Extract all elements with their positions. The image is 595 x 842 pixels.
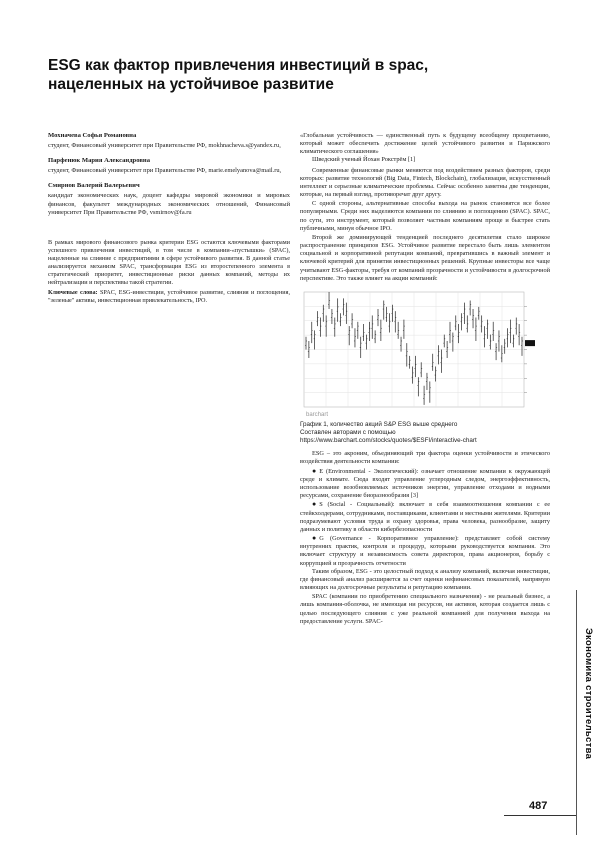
bullet-text: G (Governance - Корпоративное управление): представляет собой систему внутренних практик, контроля и процедур, которыми руководствуется компания. Это включает структуру и независимость совета директоров, права акционеров, борьбу с коррупцией и прозрачность отчетности [300, 535, 550, 567]
last-price-marker [525, 340, 535, 346]
caption-line: График 1, количество акций S&P ESG выше среднего [300, 420, 458, 428]
article-title: ESG как фактор привлечения инвестиций в spac, нацеленных на устойчивое развитие [48, 57, 429, 93]
bullet-dot-icon: ● [312, 466, 317, 475]
paragraph: ESG – это акроним, объединяющий три фактора оценки устойчивости и этического воздействия деятельности компании: [300, 449, 550, 465]
author-block [48, 157, 290, 175]
author-affiliation: студент, Финансовый университет при Правительстве РФ, marie.emelyanova@mail.ru, [48, 167, 282, 175]
author-name: Парфенюк Мария Александровна [48, 157, 150, 165]
keywords-text: SPAC, ESG-инвестиции, устойчивое развитие, слияния и поглощения, "зеленые" активы, инвестиционная привлекательность, IPO. [48, 289, 291, 305]
paragraph: С одной стороны, альтернативные способы выхода на рынок становятся все более популярными. Среди них выделяются компании по слиянию и поглощению (SPAC). SPAC, по сути, это инструмент, который позволяет частным компаниям проще и быстрее стать публичными, минуя обычное IPO. [300, 200, 550, 232]
bullet-text: S (Social - Социальный): включает в себя взаимоотношения компании с ее стейкхолдерами, сотрудниками, поставщиками, клиентами и местными жителями. Критерии подразумевают условия труда и охрану здоровья, права человека, разнообразие, защиту данных и политику в области кибербезопасности [300, 501, 550, 533]
bullet-item [300, 534, 550, 568]
page-number: 487 [529, 800, 548, 812]
epigraph: «Глобальная устойчивость — единственный путь к будущему всеобщему процветанию, который может обеспечить достижение целей устойчивого развития и Парижского климатического соглашения» [300, 132, 550, 156]
author-name: Мохначева Софья Романовна [48, 132, 137, 139]
journal-section-label: Экономика строительства [583, 628, 594, 760]
author-affiliation: студент, Финансовый университет при Правительстве РФ, mokhnacheva.s@yandex.ru, [48, 142, 281, 150]
paragraph: SPAC (компании по приобретению специального назначения) - не реальный бизнес, а лишь компания-оболочка, не имеющая ни ресурсов, ни активов, которая создается лишь с целью последующего слияния с уже реальной компанией для получения выхода на предоставление услуги. SPAC- [300, 593, 550, 625]
author-block [48, 132, 290, 150]
paragraph: Второй же доминирующей тенденцией последнего десятилетия стало широкое распространение принципов ESG. Устойчивое развитие перестало быть лишь элементом социальной и корпоративной репутации компаний, превратившись в важный элемент и ключевой критерий для принятия инвестиционных решений. Крупные инвесторы все чаще учитывают ESG-факторы, требуя от компаний прозрачности и устойчивости в долгосрочной перспективе. Это также влияет на акции компаний: [300, 233, 550, 282]
bullet-item [300, 467, 550, 501]
chart-svg [300, 286, 550, 419]
bullet-item [300, 500, 550, 534]
bullet-text: E (Environmental - Экологический): означает отношение компании к окружающей среде и климате. Сюда входят управление углеродным следом, энергоэффективность, использование возобновляемых источников энергии, управление отходами и водными ресурсами, сохранение биоразнообразия [3] [300, 467, 550, 500]
side-divider [576, 590, 577, 835]
chart-watermark: barchart [306, 411, 329, 418]
abstract: В рамках мирового финансового рынка критерии ESG остаются ключевыми факторами успешного привлечения инвестиций, в том числе в компании-«пустышки» (SPAC), нацеленные на слияние с предприятиями в сфере устойчивого развития. В данной статье анализируется механизм SPAC, трансформация ESG из второстепенного элемента в стратегический приоритет, инвестиционные риски данных компаний, методы их нейтрализации и перспективы такой стратегии. [48, 238, 290, 287]
stock-chart [300, 286, 550, 419]
paragraph: Таким образом, ESG - это целостный подход к анализу компаний, включая инвестиции, где финансовый анализ расширяется за счет оценки нефинансовых показателей, напрямую влияющих на долгосрочные результаты и репутацию компании. [300, 567, 550, 592]
keywords [48, 289, 290, 305]
caption-line: Составлен авторами с помощью [300, 428, 396, 436]
author-name: Смирнов Валерий Валерьевич [48, 182, 140, 190]
page-rule [504, 815, 576, 816]
epigraph-author: Шведский ученый Йохан Рокстрём [1] [312, 156, 416, 164]
bullet-dot-icon: ● [312, 500, 317, 509]
left-column [48, 132, 290, 306]
chart-caption [300, 421, 550, 445]
paragraph: Современные финансовые рынки меняются под воздействием разных факторов, среди которых: развитие технологий (Big Data, Fintech, Blockchain), глобализация, искусственный интеллект и серьезные климатические проблемы. Сейчас особенно заметны две тенденции, которые, на первый взгляд, противоречат друг другу. [300, 166, 550, 199]
keywords-label: Ключевые слова: [48, 289, 98, 297]
author-block [48, 182, 290, 216]
bullet-dot-icon: ● [312, 534, 317, 543]
right-column [300, 132, 550, 627]
caption-line: https://www.barchart.com/stocks/quotes/$ESFI/interactive-chart [300, 436, 477, 444]
author-affiliation: кандидат экономических наук, доцент кафедры мировой экономики и мировых финансов, факультет международных экономических отношений, Финансовый университет При Правительстве РФ, vsmirnov@fa.ru [48, 192, 290, 216]
